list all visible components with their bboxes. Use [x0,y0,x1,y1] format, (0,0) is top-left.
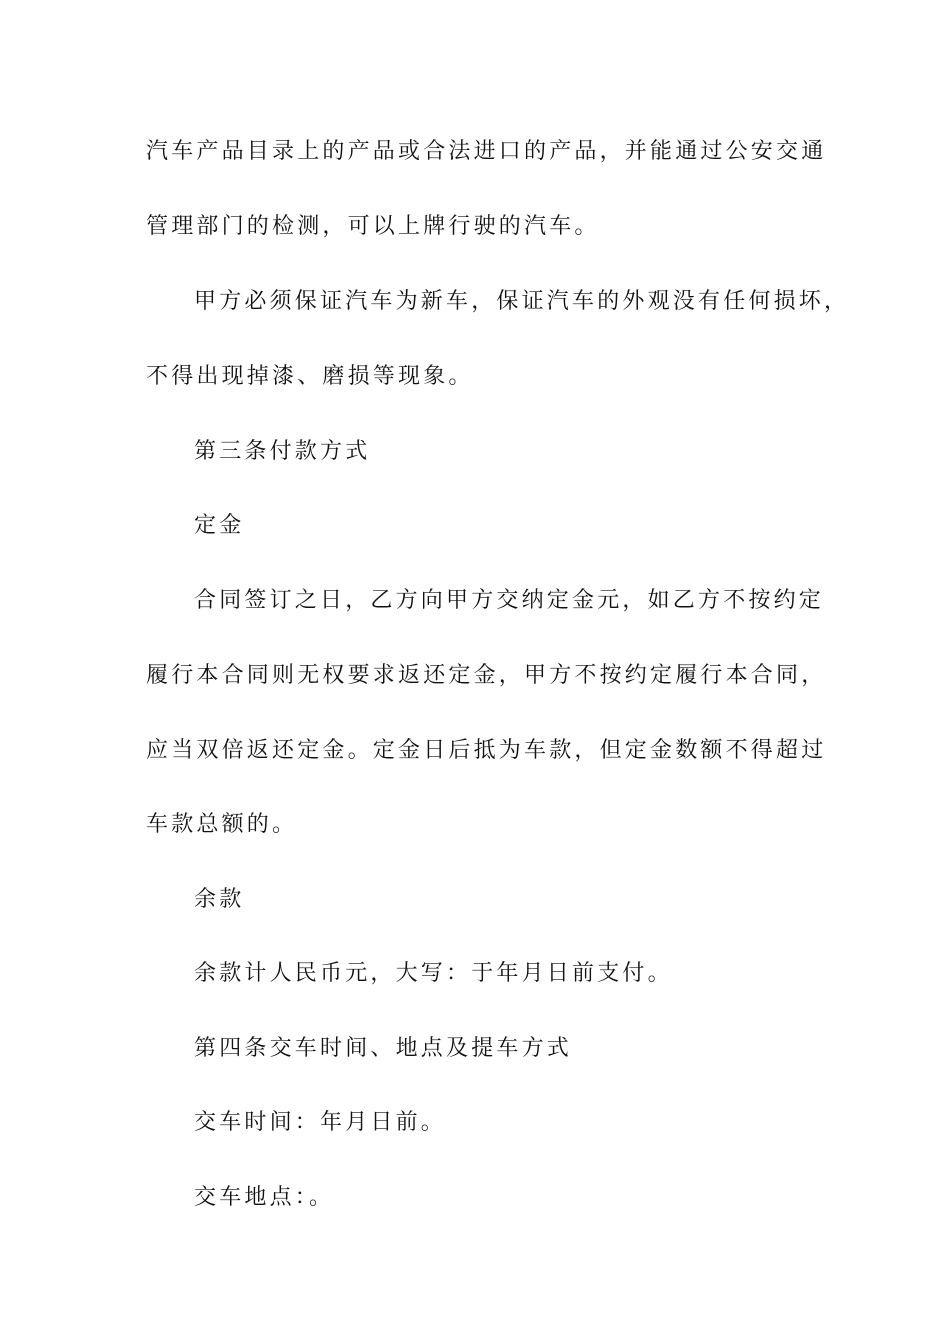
section-heading: 第三条付款方式 [194,439,371,464]
paragraph-line: 交车时间：年月日前。 [194,1110,447,1135]
section-heading: 第四条交车时间、地点及提车方式 [194,1036,573,1061]
subsection-heading: 定金 [194,513,245,538]
subsection-heading: 余款 [194,887,245,912]
paragraph-line: 管理部门的检测，可以上牌行驶的汽车。 [146,214,600,239]
paragraph-line: 甲方必须保证汽车为新车，保证汽车的外观没有任何损坏， [194,289,850,314]
paragraph-line: 合同签订之日，乙方向甲方交纳定金元，如乙方不按约定 [194,588,825,613]
paragraph-line: 余款计人民币元，大写：于年月日前支付。 [194,961,673,986]
paragraph-line: 汽车产品目录上的产品或合法进口的产品，并能通过公安交通 [146,139,827,164]
paragraph-line: 交车地点：。 [194,1185,335,1210]
paragraph-line: 车款总额的。 [146,812,298,837]
paragraph-line: 应当双倍返还定金。定金日后抵为车款，但定金数额不得超过 [146,738,827,763]
paragraph-line: 履行本合同则无权要求返还定金，甲方不按约定履行本合同， [146,663,827,688]
paragraph-line: 不得出现掉漆、磨损等现象。 [146,364,474,389]
